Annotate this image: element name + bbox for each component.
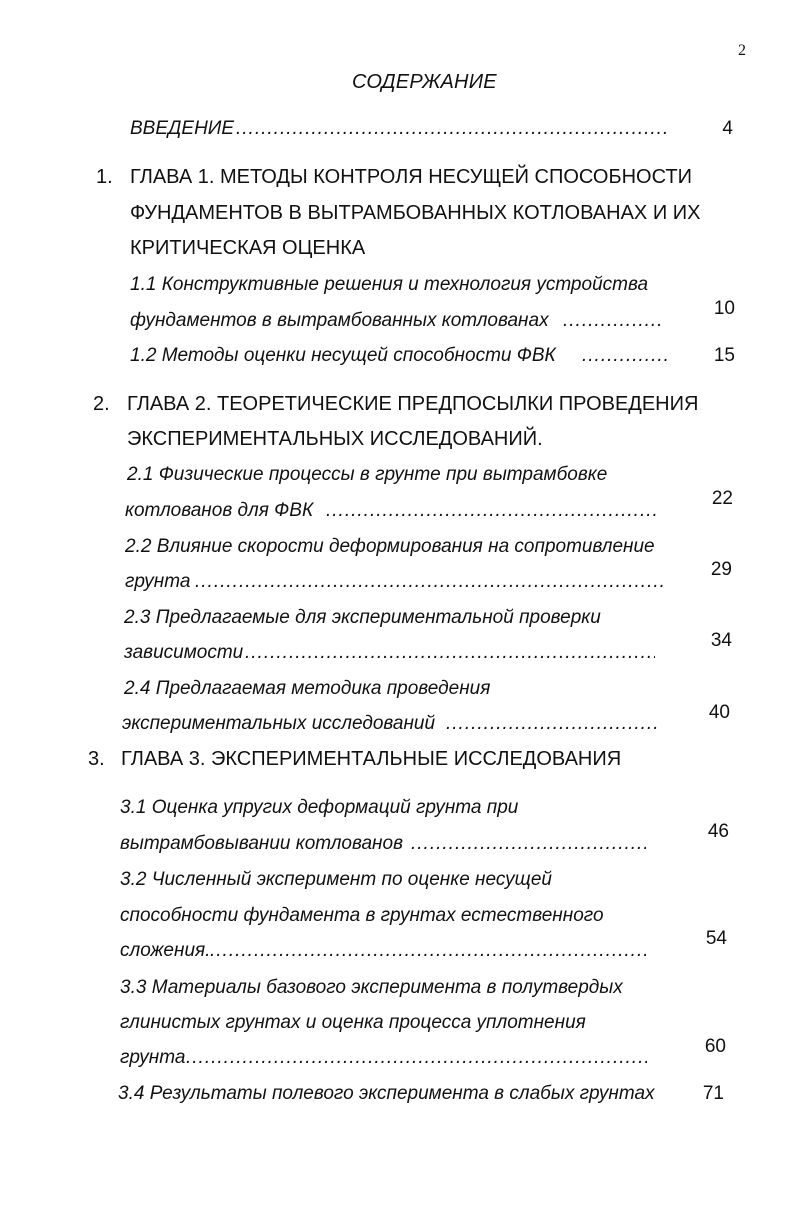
section-page: 22 (711, 488, 733, 509)
section-page: 40 (708, 702, 730, 723)
leader-dots (446, 713, 658, 735)
section-line: 2.1 Физические процессы в грунте при вытрамбовке (127, 464, 608, 485)
section-line: 2.4 Предлагаемая методика проведения (124, 678, 491, 699)
section-page: 29 (710, 559, 732, 580)
section-page: 54 (705, 928, 727, 949)
section-line: котлованов для ФВК (125, 500, 314, 521)
section-line: 2.2 Влияние скорости деформирования на сопротивление (125, 536, 655, 557)
leader-dots (210, 940, 646, 962)
section-line: способности фундамента в грунтах естественного (120, 905, 604, 926)
section-line: зависимости (124, 642, 244, 663)
section-page: 71 (702, 1083, 724, 1104)
section-page: 10 (713, 298, 735, 319)
section-line: 3.2 Численный эксперимент по оценке несущей (120, 869, 552, 890)
intro-page: 4 (722, 118, 733, 139)
chapter-title-line: ФУНДАМЕНТОВ В ВЫТРАМБОВАННЫХ КОТЛОВАНАХ И ИХ (130, 202, 701, 224)
section-line: сложения. (120, 940, 211, 961)
leader-dots (326, 500, 656, 522)
section-page: 60 (704, 1036, 726, 1057)
leader-dots (411, 833, 646, 855)
intro-label: ВВЕДЕНИЕ (130, 118, 235, 139)
leader-dots (582, 345, 668, 367)
chapter-title-line: ГЛАВА 2. ТЕОРЕТИЧЕСКИЕ ПРЕДПОСЫЛКИ ПРОВЕДЕНИЯ (127, 393, 699, 415)
chapter-number: 1. (96, 166, 113, 188)
section-line: 1.1 Конструктивные решения и технология устройства (130, 274, 649, 295)
section-line: 3.1 Оценка упругих деформаций грунта при (120, 797, 519, 818)
leader-dots (195, 571, 663, 593)
section-line: 1.2 Методы оценки несущей способности ФВК (130, 345, 556, 366)
section-page: 15 (713, 345, 735, 366)
section-line: глинистых грунтах и оценка процесса уплотнения (120, 1012, 586, 1033)
chapter-number: 3. (88, 748, 105, 770)
leader-dots (236, 118, 666, 140)
chapter-title-line: ЭКСПЕРИМЕНТАЛЬНЫХ ИССЛЕДОВАНИЙ. (127, 428, 543, 450)
section-line: вытрамбовывании котлованов (120, 833, 403, 854)
section-line: 3.3 Материалы базового эксперимента в полутвердых (120, 977, 623, 998)
section-line: экспериментальных исследований (122, 713, 436, 734)
chapter-number: 2. (93, 393, 110, 415)
chapter-title-line: ГЛАВА 3. ЭКСПЕРИМЕНТАЛЬНЫЕ ИССЛЕДОВАНИЯ (121, 748, 622, 770)
section-line: грунта (125, 571, 191, 592)
chapter-title-line: ГЛАВА 1. МЕТОДЫ КОНТРОЛЯ НЕСУЩЕЙ СПОСОБНОСТИ (130, 166, 692, 188)
section-line: грунта (120, 1047, 186, 1068)
leader-dots (563, 310, 663, 332)
section-page: 46 (707, 821, 729, 842)
page-number: 2 (738, 42, 746, 59)
section-line: фундаментов в вытрамбованных котлованах (130, 310, 549, 331)
chapter-title-line: КРИТИЧЕСКАЯ ОЦЕНКА (130, 237, 366, 259)
section-page: 34 (710, 630, 732, 651)
section-line: 2.3 Предлагаемые для экспериментальной проверки (124, 607, 601, 628)
toc-title: СОДЕРЖАНИЕ (352, 71, 497, 93)
leader-dots (245, 642, 655, 664)
section-line: 3.4 Результаты полевого эксперимента в слабых грунтах (118, 1083, 655, 1104)
leader-dots (186, 1047, 647, 1069)
